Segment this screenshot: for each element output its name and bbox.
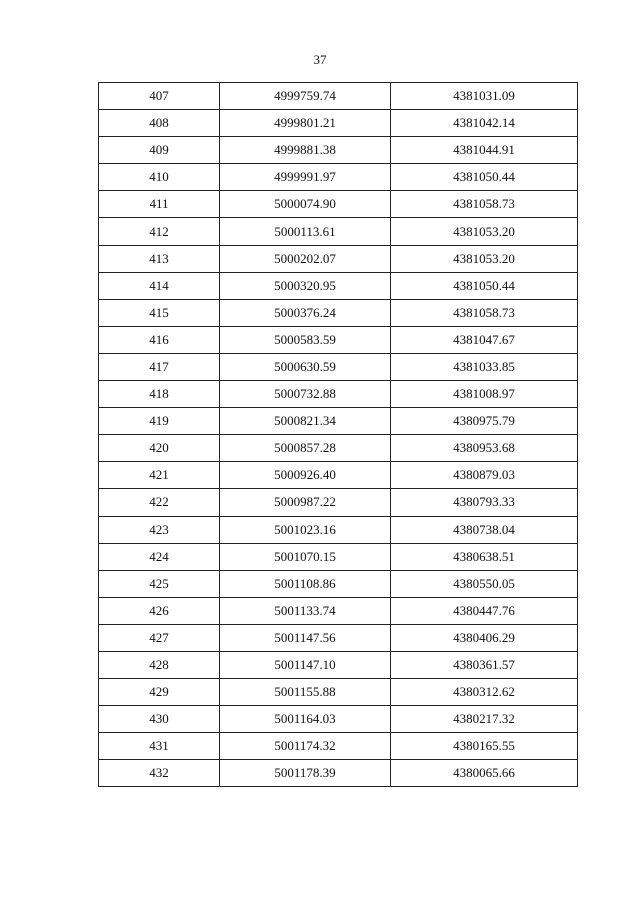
x-coordinate-cell: 5000857.28 bbox=[220, 435, 391, 462]
point-number-cell: 432 bbox=[99, 760, 220, 787]
point-number-cell: 414 bbox=[99, 272, 220, 299]
point-number-cell: 420 bbox=[99, 435, 220, 462]
y-coordinate-cell: 4380065.66 bbox=[391, 760, 578, 787]
x-coordinate-cell: 5000821.34 bbox=[220, 408, 391, 435]
x-coordinate-cell: 5000732.88 bbox=[220, 381, 391, 408]
table-row bbox=[99, 760, 578, 787]
y-coordinate-cell: 4380361.57 bbox=[391, 651, 578, 678]
y-coordinate-cell: 4381008.97 bbox=[391, 381, 578, 408]
table-row bbox=[99, 733, 578, 760]
page-number: 37 bbox=[313, 52, 327, 67]
point-number-cell: 407 bbox=[99, 83, 220, 110]
x-coordinate-cell: 5001108.86 bbox=[220, 570, 391, 597]
point-number-cell: 416 bbox=[99, 326, 220, 353]
x-coordinate-cell: 5000074.90 bbox=[220, 191, 391, 218]
point-number-cell: 410 bbox=[99, 164, 220, 191]
y-coordinate-cell: 4381050.44 bbox=[391, 164, 578, 191]
x-coordinate-cell: 5000987.22 bbox=[220, 489, 391, 516]
table-row bbox=[99, 706, 578, 733]
y-coordinate-cell: 4381053.20 bbox=[391, 245, 578, 272]
x-coordinate-cell: 5001164.03 bbox=[220, 706, 391, 733]
point-number-cell: 409 bbox=[99, 137, 220, 164]
point-number-cell: 419 bbox=[99, 408, 220, 435]
y-coordinate-cell: 4381042.14 bbox=[391, 110, 578, 137]
point-number-cell: 421 bbox=[99, 462, 220, 489]
table-body bbox=[99, 83, 578, 787]
x-coordinate-cell: 5001155.88 bbox=[220, 679, 391, 706]
y-coordinate-cell: 4381058.73 bbox=[391, 299, 578, 326]
x-coordinate-cell: 4999759.74 bbox=[220, 83, 391, 110]
x-coordinate-cell: 5001147.10 bbox=[220, 651, 391, 678]
y-coordinate-cell: 4380975.79 bbox=[391, 408, 578, 435]
table-row bbox=[99, 516, 578, 543]
table-row bbox=[99, 137, 578, 164]
y-coordinate-cell: 4380312.62 bbox=[391, 679, 578, 706]
x-coordinate-cell: 5000320.95 bbox=[220, 272, 391, 299]
point-number-cell: 417 bbox=[99, 353, 220, 380]
table-row bbox=[99, 110, 578, 137]
table-row bbox=[99, 570, 578, 597]
table-row bbox=[99, 597, 578, 624]
x-coordinate-cell: 5001133.74 bbox=[220, 597, 391, 624]
x-coordinate-cell: 5000376.24 bbox=[220, 299, 391, 326]
y-coordinate-cell: 4381047.67 bbox=[391, 326, 578, 353]
table-row bbox=[99, 299, 578, 326]
y-coordinate-cell: 4380738.04 bbox=[391, 516, 578, 543]
y-coordinate-cell: 4380879.03 bbox=[391, 462, 578, 489]
point-number-cell: 425 bbox=[99, 570, 220, 597]
table-row bbox=[99, 462, 578, 489]
point-number-cell: 418 bbox=[99, 381, 220, 408]
y-coordinate-cell: 4381053.20 bbox=[391, 218, 578, 245]
y-coordinate-cell: 4380217.32 bbox=[391, 706, 578, 733]
x-coordinate-cell: 4999801.21 bbox=[220, 110, 391, 137]
table-row bbox=[99, 326, 578, 353]
x-coordinate-cell: 5000630.59 bbox=[220, 353, 391, 380]
point-number-cell: 411 bbox=[99, 191, 220, 218]
x-coordinate-cell: 5001147.56 bbox=[220, 624, 391, 651]
point-number-cell: 429 bbox=[99, 679, 220, 706]
point-number-cell: 423 bbox=[99, 516, 220, 543]
y-coordinate-cell: 4380793.33 bbox=[391, 489, 578, 516]
table-row bbox=[99, 543, 578, 570]
y-coordinate-cell: 4380953.68 bbox=[391, 435, 578, 462]
x-coordinate-cell: 5001174.32 bbox=[220, 733, 391, 760]
table-row bbox=[99, 191, 578, 218]
point-number-cell: 430 bbox=[99, 706, 220, 733]
x-coordinate-cell: 5000113.61 bbox=[220, 218, 391, 245]
point-number-cell: 422 bbox=[99, 489, 220, 516]
table-row bbox=[99, 651, 578, 678]
point-number-cell: 424 bbox=[99, 543, 220, 570]
point-number-cell: 427 bbox=[99, 624, 220, 651]
y-coordinate-cell: 4380406.29 bbox=[391, 624, 578, 651]
y-coordinate-cell: 4381058.73 bbox=[391, 191, 578, 218]
table-row bbox=[99, 679, 578, 706]
table-row bbox=[99, 489, 578, 516]
x-coordinate-cell: 5001070.15 bbox=[220, 543, 391, 570]
y-coordinate-cell: 4380447.76 bbox=[391, 597, 578, 624]
table-row bbox=[99, 272, 578, 299]
x-coordinate-cell: 5000202.07 bbox=[220, 245, 391, 272]
x-coordinate-cell: 4999991.97 bbox=[220, 164, 391, 191]
table-row bbox=[99, 381, 578, 408]
x-coordinate-cell: 5000583.59 bbox=[220, 326, 391, 353]
table-row bbox=[99, 164, 578, 191]
point-number-cell: 426 bbox=[99, 597, 220, 624]
table-row bbox=[99, 245, 578, 272]
y-coordinate-cell: 4380638.51 bbox=[391, 543, 578, 570]
y-coordinate-cell: 4380550.05 bbox=[391, 570, 578, 597]
x-coordinate-cell: 4999881.38 bbox=[220, 137, 391, 164]
table-row bbox=[99, 408, 578, 435]
y-coordinate-cell: 4381031.09 bbox=[391, 83, 578, 110]
x-coordinate-cell: 5000926.40 bbox=[220, 462, 391, 489]
table-row bbox=[99, 435, 578, 462]
x-coordinate-cell: 5001178.39 bbox=[220, 760, 391, 787]
point-number-cell: 428 bbox=[99, 651, 220, 678]
x-coordinate-cell: 5001023.16 bbox=[220, 516, 391, 543]
y-coordinate-cell: 4381050.44 bbox=[391, 272, 578, 299]
table-row bbox=[99, 83, 578, 110]
point-number-cell: 412 bbox=[99, 218, 220, 245]
y-coordinate-cell: 4381033.85 bbox=[391, 353, 578, 380]
coordinate-table bbox=[98, 82, 578, 787]
y-coordinate-cell: 4380165.55 bbox=[391, 733, 578, 760]
point-number-cell: 408 bbox=[99, 110, 220, 137]
table-row bbox=[99, 218, 578, 245]
point-number-cell: 415 bbox=[99, 299, 220, 326]
y-coordinate-cell: 4381044.91 bbox=[391, 137, 578, 164]
point-number-cell: 431 bbox=[99, 733, 220, 760]
table-row bbox=[99, 624, 578, 651]
table-row bbox=[99, 353, 578, 380]
point-number-cell: 413 bbox=[99, 245, 220, 272]
